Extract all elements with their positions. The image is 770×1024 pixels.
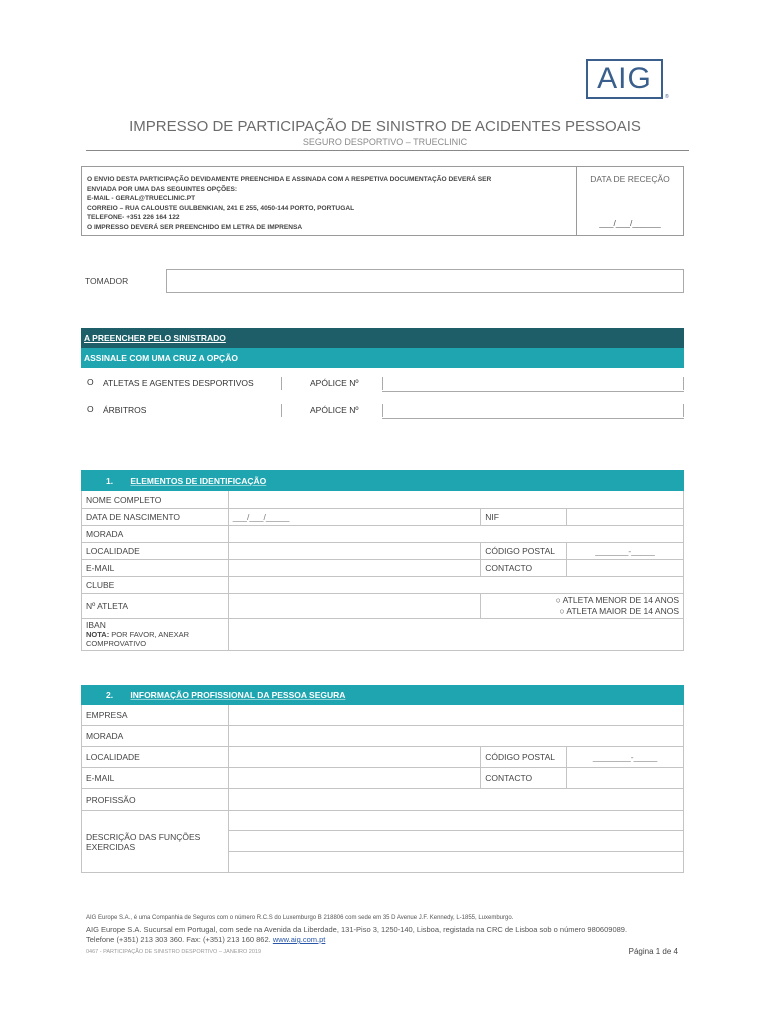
aig-logo: AIG (586, 59, 663, 99)
sinistrado-section-header: A PREENCHER PELO SINISTRADO (81, 328, 684, 348)
athlete-age-options (481, 594, 684, 619)
email-label: E-MAIL (82, 560, 229, 577)
iban-cell (82, 619, 229, 651)
company-label: EMPRESA (82, 705, 229, 726)
document-code: 0467 - PARTICIPAÇÃO DE SINISTRO DESPORTIVO – JANEIRO 2019 (86, 949, 262, 955)
locality-label: LOCALIDADE (82, 747, 229, 768)
atletas-radio[interactable]: O (87, 377, 94, 387)
profession-input[interactable] (228, 789, 683, 811)
document-title: IMPRESSO DE PARTICIPAÇÃO DE SINISTRO DE ACIDENTES PESSOAIS (129, 118, 641, 135)
policy-number-input[interactable] (382, 418, 684, 419)
section-1-header (82, 471, 684, 491)
functions-description-input[interactable] (228, 831, 683, 852)
iban-input[interactable] (228, 619, 683, 651)
athlete-under-14-option[interactable]: ○ ATLETA MENOR DE 14 ANOS (555, 595, 679, 605)
submission-info-box (81, 166, 684, 236)
divider (683, 377, 684, 390)
policy-number-label: APÓLICE Nº (310, 405, 359, 415)
branch-address: AIG Europe S.A. Sucursal em Portugal, com sede na Avenida da Liberdade, 131-Piso 3, 1250-140, Lisboa, registada na CRC de Lisboa sob o número 980609089. (86, 925, 628, 934)
email-input[interactable] (228, 560, 480, 577)
birth-date-label: DATA DE NASCIMENTO (82, 509, 229, 526)
branch-legal-info (86, 925, 627, 945)
address-input[interactable] (228, 726, 683, 747)
contact-input[interactable] (567, 768, 684, 789)
locality-input[interactable] (228, 543, 480, 560)
table-row (82, 811, 684, 831)
option-instruction-bar: ASSINALE COM UMA CRUZ A OPÇÃO (81, 348, 684, 368)
functions-description-input[interactable] (228, 852, 683, 873)
table-row (82, 577, 684, 594)
contact-label: CONTACTO (481, 768, 567, 789)
address-label: MORADA (82, 526, 229, 543)
club-input[interactable] (228, 577, 683, 594)
email-label: E-MAIL (82, 768, 229, 789)
athlete-over-14-option[interactable]: ○ ATLETA MAIOR DE 14 ANOS (559, 606, 679, 616)
instruction-line: ENVIADA POR UMA DAS SEGUINTES OPÇÕES: (87, 185, 238, 193)
nif-input[interactable] (567, 509, 684, 526)
company-legal-info: AIG Europe S.A., é uma Companhia de Seguros com o número R.C.S do Luxemburgo B 218806 com sede em 35 D Avenue J.F. Kennedy, L-1855, Luxemburgo. (86, 915, 514, 921)
section-1-title: ELEMENTOS DE IDENTIFICAÇÃO (130, 475, 267, 486)
contact-label: CONTACTO (481, 560, 567, 577)
divider (281, 404, 282, 417)
postal-code-label: CÓDIGO POSTAL (481, 747, 567, 768)
page-number: Página 1 de 4 (628, 947, 678, 956)
table-row (82, 747, 684, 768)
identification-table (81, 470, 684, 651)
divider (382, 404, 383, 417)
instruction-line: TELEFONE- +351 226 164 122 (87, 214, 180, 222)
arbitros-option-label: ÁRBITROS (103, 405, 147, 415)
section-1-number: 1. (106, 475, 114, 486)
iban-note (86, 630, 224, 648)
option-row-atletas (81, 375, 684, 392)
athlete-number-input[interactable] (228, 594, 480, 619)
instruction-line: CORREIO – RUA CALOUSTE GULBENKIAN, 241 E 255, 4050-144 PORTO, PORTUGAL (87, 204, 355, 212)
table-row (82, 543, 684, 560)
arbitros-radio[interactable]: O (87, 404, 94, 414)
functions-description-label: DESCRIÇÃO DAS FUNÇÕES EXERCIDAS (82, 811, 229, 873)
divider (281, 377, 282, 390)
receipt-date-label: DATA DE RECEÇÃO (590, 174, 670, 184)
nif-label: NIF (481, 509, 567, 526)
table-row (82, 705, 684, 726)
phone-fax: Telefone (+351) 213 303 360. Fax: (+351) 213 160 862. (86, 935, 271, 944)
full-name-label: NOME COMPLETO (82, 491, 229, 509)
receipt-date-box (577, 167, 683, 235)
full-name-input[interactable] (228, 491, 683, 509)
instruction-line: O ENVIO DESTA PARTICIPAÇÃO DEVIDAMENTE PREENCHIDA E ASSINADA COM A RESPETIVA DOCUMENTAÇÃO DEVERÁ SER (87, 176, 492, 183)
section-2-title: INFORMAÇÃO PROFISSIONAL DA PESSOA SEGURA (130, 690, 346, 700)
tomador-input[interactable] (166, 269, 684, 293)
email-input[interactable] (228, 768, 480, 789)
postal-code-input[interactable]: ________-_____ (567, 747, 684, 768)
option-row-arbitros (81, 402, 684, 419)
note-text: POR FAVOR, ANEXAR COMPROVATIVO (86, 630, 190, 648)
athlete-number-label: Nº ATLETA (82, 594, 229, 619)
iban-label: IBAN (86, 620, 106, 630)
tomador-label: TOMADOR (85, 276, 129, 286)
instruction-line: E-MAIL - GERAL@TRUECLINIC.PT (87, 195, 196, 203)
postal-code-label: CÓDIGO POSTAL (481, 543, 567, 560)
instruction-line: O IMPRESSO DEVERÁ SER PREENCHIDO EM LETRA DE IMPRENSA (87, 223, 303, 231)
table-row (82, 594, 684, 619)
company-input[interactable] (228, 705, 683, 726)
table-row (82, 526, 684, 543)
receipt-date-field[interactable]: ___/___/______ (599, 218, 661, 228)
section-2-header (82, 686, 684, 705)
registered-mark: ® (665, 94, 669, 100)
divider (683, 404, 684, 417)
address-input[interactable] (228, 526, 683, 543)
club-label: CLUBE (82, 577, 229, 594)
birth-date-input[interactable]: ___/___/_____ (228, 509, 480, 526)
submission-instructions (82, 167, 577, 235)
functions-description-input[interactable] (228, 811, 683, 831)
note-label: NOTA: (86, 630, 110, 639)
atletas-option-label: ATLETAS E AGENTES DESPORTIVOS (103, 378, 254, 388)
profession-label: PROFISSÃO (82, 789, 229, 811)
table-row (82, 789, 684, 811)
document-subtitle: SEGURO DESPORTIVO – TRUECLINIC (302, 137, 468, 147)
address-label: MORADA (82, 726, 229, 747)
contact-input[interactable] (567, 560, 684, 577)
policy-number-label: APÓLICE Nº (310, 378, 359, 388)
title-divider (86, 150, 689, 151)
policy-number-input[interactable] (382, 391, 684, 392)
table-row (82, 491, 684, 509)
table-row (82, 560, 684, 577)
table-row (82, 726, 684, 747)
locality-label: LOCALIDADE (82, 543, 229, 560)
website-link[interactable]: www.aig.com.pt (272, 935, 326, 944)
divider (382, 377, 383, 390)
table-row (82, 768, 684, 789)
postal-code-input[interactable]: _______-_____ (567, 543, 684, 560)
section-2-number: 2. (106, 690, 114, 700)
locality-input[interactable] (228, 747, 480, 768)
table-row (82, 509, 684, 526)
table-row (82, 619, 684, 651)
professional-info-table (81, 685, 684, 873)
contact-line (86, 935, 627, 945)
